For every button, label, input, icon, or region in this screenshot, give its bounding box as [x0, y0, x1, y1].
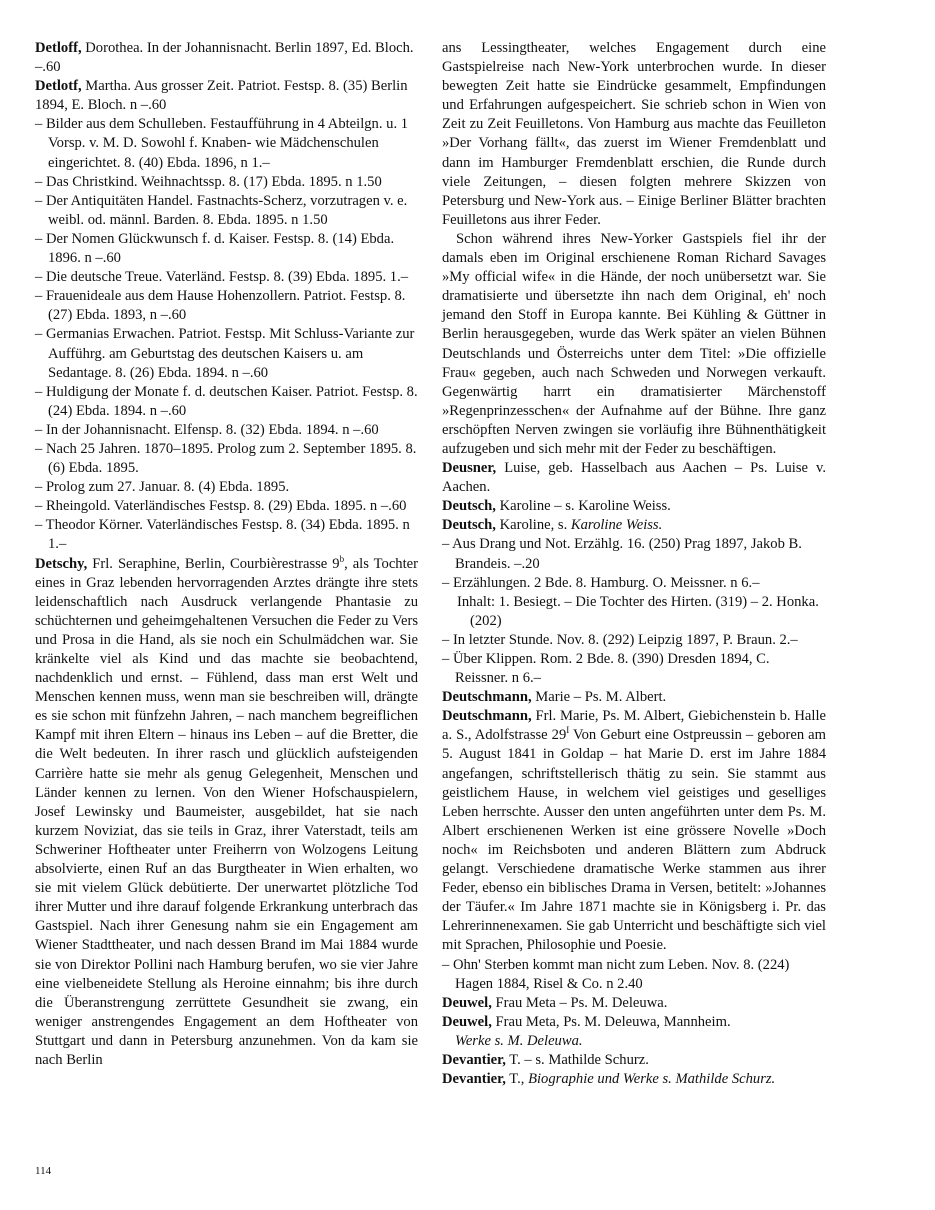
entry-deutschmann-ref	[442, 688, 826, 707]
entry-name: Devantier,	[442, 1071, 506, 1088]
work-item: – Die deutsche Treue. Vaterländ. Festsp. 8. (39) Ebda. 1895. 1.–	[35, 269, 409, 286]
work-item: – Prolog zum 27. Januar. 8. (4) Ebda. 1895.	[35, 479, 290, 496]
entry-text: T. – s. Mathilde Schurz.	[505, 1051, 649, 1068]
entry-devantier	[442, 1070, 826, 1089]
left-column	[35, 39, 418, 1070]
entry-name: Deutschmann,	[442, 708, 532, 725]
work-item: – Frauenideale aus dem Hause Hohenzollern. Patriot. Festsp. 8. (27) Ebda. 1893, n –.60	[35, 288, 406, 324]
entry-name: Detloff,	[35, 40, 82, 56]
entry-deutsch-ref	[442, 497, 826, 516]
entry-text: Karoline, s.	[495, 517, 571, 534]
entry-crossref: Werke s. M. Deleuwa.	[455, 1032, 583, 1049]
detschy-bio-continued: ans Lessingtheater, welches Engagement durch eine Gastspielreise nach New-York unterbrochen wurde. In dieser bewegten Zeit hatte sie Eindrücke gesammelt, Empfindungen und Erfahrungen aufgespeichert. Sie schrieb schon in Wien von Zeit zu Zeit Feuilletons. Von Hamburg aus machte das Feuilleton »Der Vorhang fällt«, das zuerst im Wiener Fremdenblatt und dann im Hamburger Fremdenblatt erschien, die Runde durch viele Zeitungen, – diesen folgten mehrere Skizzen von Petersburg und New-York aus. – Einige Berliner Blätter brachten Feuilletons aus ihrer Feder.	[442, 40, 826, 228]
work-item: – In letzter Stunde. Nov. 8. (292) Leipzig 1897, P. Braun. 2.–	[442, 631, 798, 648]
entry-deuwel-ref	[442, 994, 826, 1013]
entry-name: Deuwel,	[442, 1013, 492, 1030]
entry-name: Devantier,	[442, 1051, 506, 1068]
superscript: I	[566, 725, 570, 736]
entry-name: Detlotf,	[35, 78, 82, 95]
entry-detlotf-martha	[35, 77, 418, 115]
work-item: – Über Klippen. Rom. 2 Bde. 8. (390) Dresden 1894, C. Reissner. n 6.–	[442, 651, 770, 687]
entry-crossref: Biographie und Werke s. Mathilde Schurz.	[528, 1071, 776, 1088]
entry-name: Deutsch,	[442, 517, 496, 534]
work-contents: Inhalt: 1. Besiegt. – Die Tochter des Hirten. (319) – 2. Honka. (202)	[457, 593, 819, 629]
work-item: – Der Nomen Glückwunsch f. d. Kaiser. Festsp. 8. (14) Ebda. 1896. n –.60	[35, 230, 395, 267]
entry-text: Frau Meta – Ps. M. Deleuwa.	[491, 994, 668, 1011]
entry-text: Dorothea. In der Johannisnacht. Berlin 1897, Ed. Bloch. –.60	[35, 40, 414, 76]
work-item: – Theodor Körner. Vaterländisches Festsp. 8. (34) Ebda. 1895. n 1.–	[35, 517, 410, 553]
right-column	[442, 39, 826, 1089]
entry-text: Von Geburt eine Ostpreussin – geboren am 5. August 1841 in Goldap – hat Marie D. erst im Jahre 1884 angefangen, schriftstellerisch thätig zu sein. Sie stammt aus geistlichem Hause, in welchem viel geistiges und geselliges Leben herrschte. Ausser den unten angeführten unter dem Ps. M. Albert erschienenen Werken ist eine grössere Novelle »Doch noch« im Reichsboten und anderen Blättern zum Abdruck gelangt. Verschiedene dramatische Werke stammen aus ihrer Feder, ebenso ein biblisches Drama in Versen, betitelt: »Johannes der Täufer.« Im Jahre 1871 machte sie in Königsberg i. Pr. das Lehrerinnenexamen. Sie gab Unterricht und beschäftigte sich viel mit Sprachen, Philosophie und Poesie.	[442, 727, 827, 954]
entry-name: Deuwel,	[442, 994, 492, 1011]
work-item: – Nach 25 Jahren. 1870–1895. Prolog zum 2. September 1895. 8. (6) Ebda. 1895.	[35, 440, 417, 477]
work-item: – Das Christkind. Weihnachtssp. 8. (17) Ebda. 1895. n 1.50	[35, 173, 382, 190]
entry-name: Deusner,	[442, 460, 497, 477]
entry-address: Frl. Seraphine, Berlin, Courbièrestrasse 9	[87, 555, 340, 572]
entry-deutsch	[442, 516, 826, 535]
entry-text: Marie – Ps. M. Albert.	[531, 689, 667, 706]
entry-detschy-bio	[35, 555, 418, 1071]
work-item: – Erzählungen. 2 Bde. 8. Hamburg. O. Meissner. n 6.–	[442, 574, 760, 591]
entry-name: Detschy,	[35, 555, 88, 572]
work-item: – Germanias Erwachen. Patriot. Festsp. Mit Schluss-Variante zur Aufführg. am Geburtstag des deutschen Kaisers u. am Sedantage. 8. (26) Ebda. 1894. n –.60	[35, 326, 415, 381]
superscript: b	[339, 553, 345, 564]
work-item: – Bilder aus dem Schulleben. Festaufführung in 4 Abteilgn. u. 1 Vorsp. v. M. D. Sowohl f. Knaben- wie Mädchenschulen eingerichtet. 8. (40) Ebda. 1896, n 1.–	[35, 116, 409, 171]
entry-name: Deutsch,	[442, 498, 496, 515]
entry-address: Frl. Marie, Ps. M. Albert, Giebichenstein b. Halle a. S., Adolfstrasse 29	[442, 708, 826, 744]
detschy-bio-paragraph: Schon während ihres New-Yorker Gastspiels fiel ihr der damals eben im Original erschienene Roman Richard Savages »My official wife« in die Hände, der noch unübersetzt war. Sie dramatisierte und übersetzte ihn nach dem Original, eh' noch jemand den Stoff in Europa kannte. Bei Kühling & Güttner in Berlin herausgegeben, wurde das Werk später an vielen Bühnen Deutschlands und Österreichs unter dem Titel: »Die offizielle Frau« gegeben, auch nach Schweden und Norwegen verkauft. Gegenwärtig harrt ein dramatisierter Märchenstoff »Regenprinzesschen« der Aufnahme auf der Bühne. Ihre ganz erschöpften Nerven zwingen sie vorläufig ihre Bühnenthätigkeit aufzugeben und sich mehr mit der Feder zu beschäftigen.	[442, 230, 826, 457]
entry-text: Frau Meta, Ps. M. Deleuwa, Mannheim.	[491, 1013, 731, 1030]
entry-deusner	[442, 459, 826, 497]
entry-deuwel	[442, 1013, 826, 1051]
work-item: – Der Antiquitäten Handel. Fastnachts-Scherz, vorzutragen v. e. weibl. od. männl. Barden. 8. Ebda. 1895. n 1.50	[35, 192, 408, 228]
work-item: – Aus Drang und Not. Erzählg. 16. (250) Prag 1897, Jakob B. Brandeis. –.20	[442, 536, 802, 572]
entry-deutschmann-bio	[442, 707, 826, 955]
entry-detloff-dorothea	[35, 39, 418, 77]
work-item: – In der Johannisnacht. Elfensp. 8. (32) Ebda. 1894. n –.60	[35, 421, 379, 438]
work-item: – Ohn' Sterben kommt man nicht zum Leben. Nov. 8. (224) Hagen 1884, Risel & Co. n 2.40	[442, 956, 790, 992]
entry-text: T.,	[505, 1071, 529, 1088]
page-number: 114	[35, 1165, 52, 1177]
work-item: – Huldigung der Monate f. d. deutschen Kaiser. Patriot. Festsp. 8. (24) Ebda. 1894. n –.60	[35, 383, 418, 419]
entry-text: Martha. Aus grosser Zeit. Patriot. Festsp. 8. (35) Berlin 1894, E. Bloch. n –.60	[35, 78, 408, 114]
entry-text: , als Tochter eines in Graz lebenden hervorragenden Arztes drängte ihre stets leidenschaftlich nach Ausdruck verlangende Phantasie zu schüchternen und geheimgehaltenen Versuchen die Feder zu Vers und Prosa in die Hand, als sie noch ein Schulmädchen war. Sie kränkelte viel als Kind und das machte sie beobachtend, nachdenklich und ernst. – Fühlend, dass man erst Welt und Menschen kennen muss, wenn man sie beschreiben will, drängte es sie schon mit fünfzehn Jahren, – nach manchem begreiflichen Kampf mit ihren Eltern – hinaus ins Leben – auf die Bretter, die die Welt bedeuten. In ihrer rasch und glücklich aufsteigenden Carrière hatte sie mehr als genug Gelegenheit, Menschen und Länder kennen zu lernen. Von den Wiener Hofschauspielern, Josef Lewinsky und Baumeister, ausgebildet, hat sie nach kurzem Noviziat, das sie teils in Graz, ihrer Vaterstadt, teils am Schweriner Hoftheater unter Freiherrn von Wolzogens Leitung absolvierte, einen Ruf an das Burgtheater in Wien erhalten, wo sie mit vielem Glück debütierte. Der unerwartet plötzliche Tod ihrer Mutter und ihre darauf folgende Erkrankung unterbrach das Gastspiel. Nach ihrer Genesung nahm sie ein Engagement am Wiener Stadttheater, und nach dessen Brand im Mai 1884 wurde sie von Direktor Pollini nach Hamburg berufen, wo sie vier Jahre eine vielbeneidete Stellung als Heroine einnahm; bis ihre durch die Überanstrengung zerrüttete Gesundheit sie zwang, ein weniger anstrengendes Engagement an dem Hoftheater von Stuttgart und dann in Petersburg anzunehmen. Von da kam sie nach Berlin	[35, 555, 418, 1068]
entry-name: Deutschmann,	[442, 689, 532, 706]
work-item: – Rheingold. Vaterländisches Festsp. 8. (29) Ebda. 1895. n –.60	[35, 498, 407, 515]
entry-text: Luise, geb. Hasselbach aus Aachen – Ps. Luise v. Aachen.	[442, 460, 826, 496]
entry-crossref: Karoline Weiss.	[570, 517, 663, 534]
entry-text: Karoline – s. Karoline Weiss.	[495, 498, 671, 515]
entry-devantier-ref	[442, 1051, 826, 1070]
